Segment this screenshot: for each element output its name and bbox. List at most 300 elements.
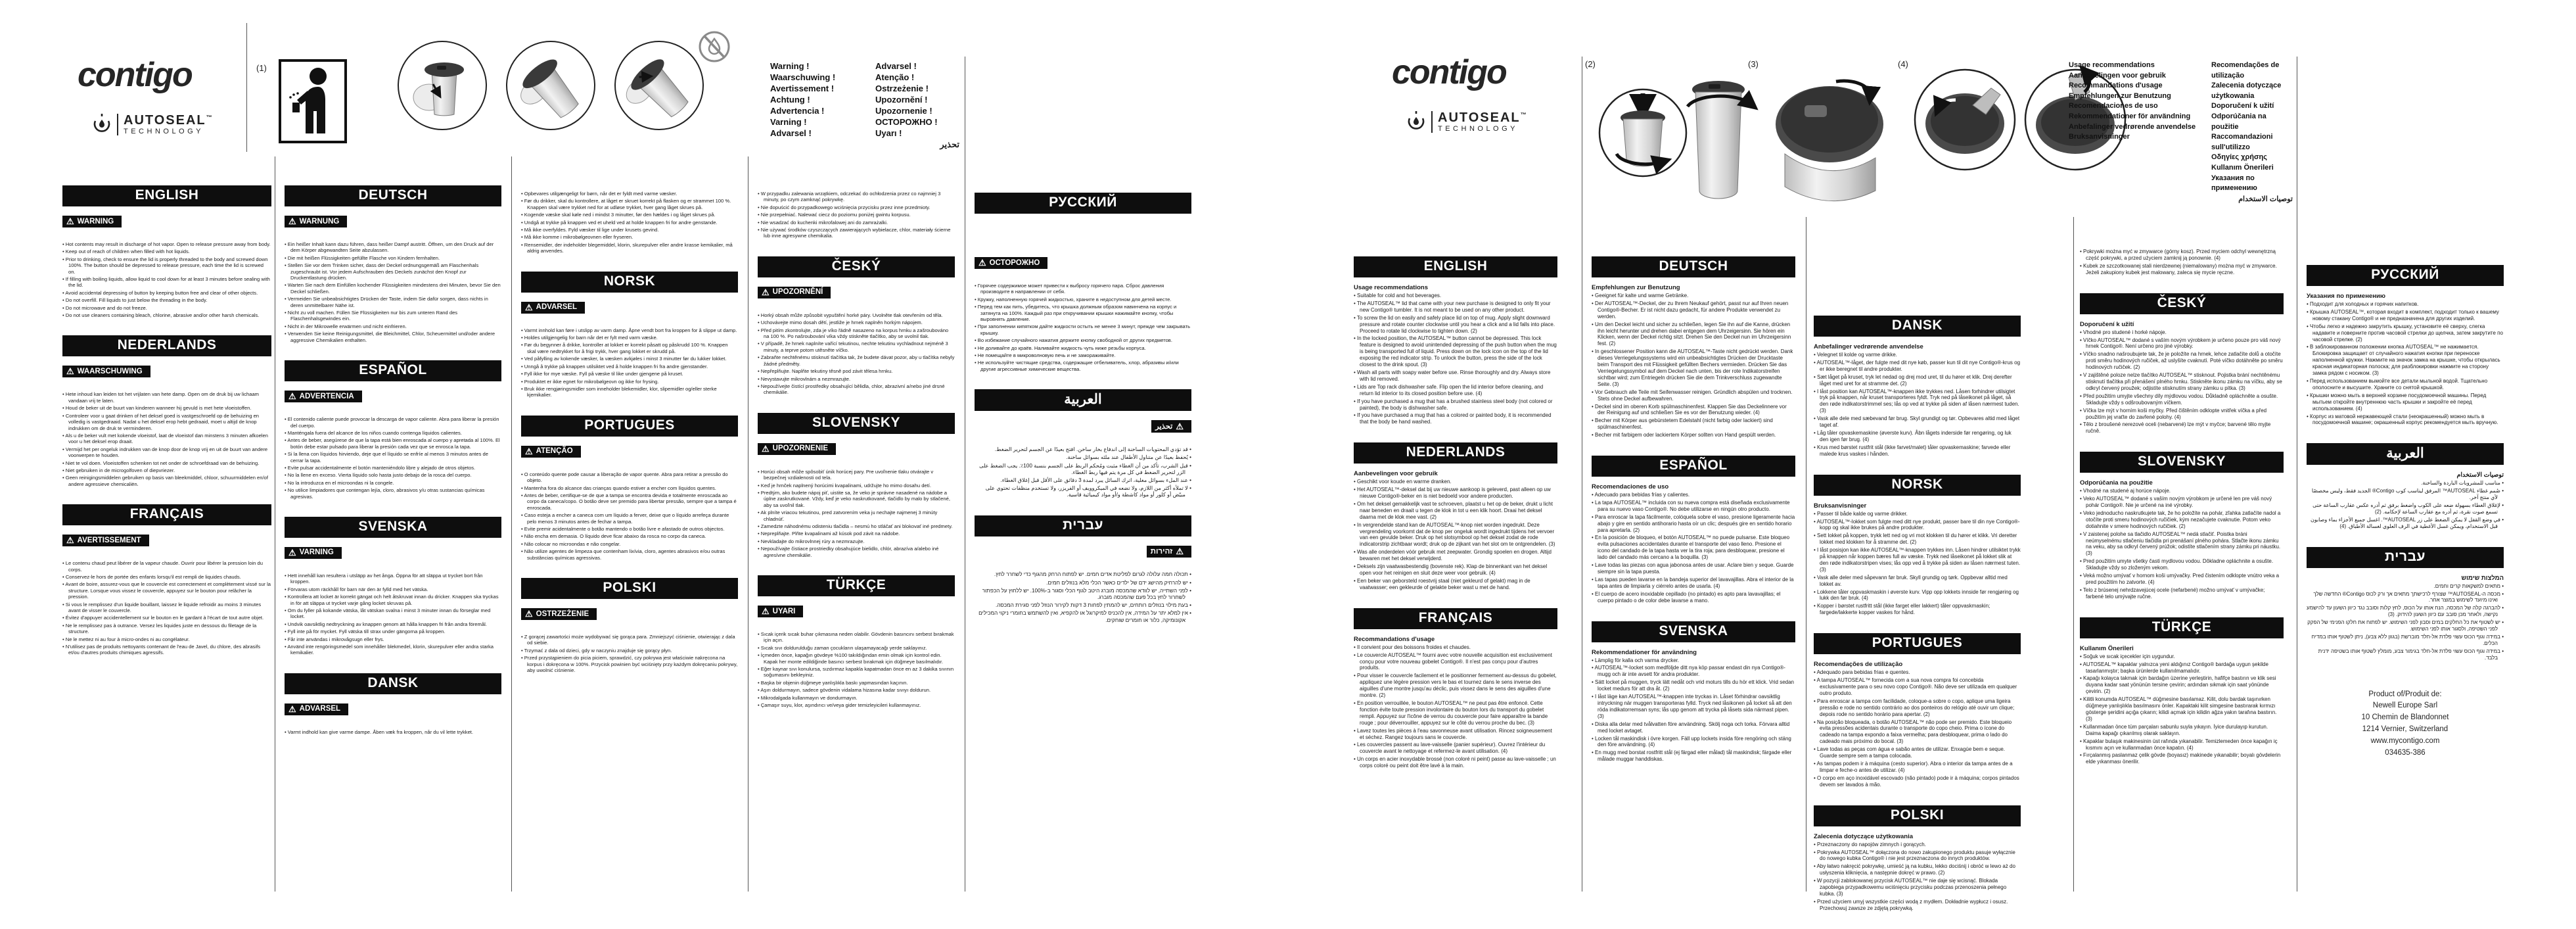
bullet-item: • Passer til både kalde og varme drikker. — [1814, 511, 2021, 517]
bullet-item: • Lämplig för kalla och varma drycker. — [1592, 657, 1795, 664]
section-l-pt — [521, 416, 738, 561]
usage-arabic: توصيات الاستخدام — [2238, 195, 2293, 203]
warning-badge — [285, 547, 342, 559]
warning-triangle-icon: ⚠ — [1176, 421, 1184, 431]
autoseal-lockup — [1406, 110, 1528, 133]
warning-badge — [975, 257, 1047, 269]
product-info-line: 10 Chemin de Blandonnet — [2361, 713, 2449, 722]
list-line: Doporučení k užití — [2211, 102, 2274, 110]
bullet-item: • Adecuado para bebidas frías y calientes. — [1592, 492, 1795, 498]
bullet-item: • Warten Sie nach dem Einfüllen kochender Flüssigkeiten mindestens drei Minuten, bevor Sie den Deckel schließen. — [285, 282, 501, 295]
bullet-item: • Lave todas las piezas con agua jabonosa antes de usar. Aclare bien y seque. Guarde siempre sin la tapa puesta. — [1592, 562, 1795, 575]
bullet-item: • Bruk ikke rengjøringsmidler som inneholder blekemidler, klor, slipemidler og/eller sterke kjemikalier. — [521, 386, 738, 398]
section-header: РУССКИЙ — [2307, 265, 2504, 286]
section-bullets — [2080, 654, 2284, 766]
right-column-1 — [1354, 156, 1557, 786]
bullet-item: • Z gorącej zawartości może wydobywać się gorąca para. Zmniejszyć ciśnienie, otwierając z dala od siebie. — [521, 634, 738, 646]
bullet-item: • Lids are Top rack dishwasher safe. Flip open the lid interior before cleaning, and return lid interior to its closed position before use. (4) — [1354, 384, 1557, 397]
product-info-line: 034635-386 — [2385, 748, 2426, 757]
warning-badge-label: WAARSCHUWING — [77, 367, 143, 375]
bullet-item: • Vermijd het per ongeluk indrukken van de knop door de knop vrij en uit de buurt van andere voorwerpen te houden. — [62, 446, 271, 459]
bullet-item: • Kogende væske skal køle ned i mindst 3 minutter, før den hældes i og låget skrues på. — [521, 212, 738, 218]
bullet-item: • To screw the lid on easily and safely place lid on top of mug. Apply slight downward pressure and rotate counter clockwise until you hear a click and a lid falls into place. Proceed to rotate lid clockwise to tighten down. (2) — [1354, 315, 1557, 335]
bullet-item: • Adequado para bebidas frias e quentes. — [1814, 669, 2021, 676]
column-divider — [511, 156, 512, 892]
warning-badge-label: ATENÇÃO — [536, 447, 573, 456]
warning-badge — [521, 608, 597, 620]
list-line: Usage recommendations — [2069, 61, 2155, 69]
bullet-item: • Nepoužívejte čistící prostředky obsahující bělidla, chlor, abrazivní a/nebo jiné drsné chemikálie. — [758, 383, 955, 396]
section-r-tr — [2080, 617, 2284, 766]
bullet-item: • Antes de beber, asegúrese de que la tapa está bien enroscada al cuerpo y apretada al 100%. El botón debe estar pulsado para liberar la presión cada vez que se enrosca la tapa. — [285, 437, 501, 450]
section-header: NORSK — [1814, 475, 2021, 496]
section-bullets — [1814, 511, 2021, 617]
bullet-item: • Lavez toutes les pièces à l'eau savonneuse avant utilisation. Rincez soigneusement et séchez. Rangez toujours sans le couvercle. — [1354, 728, 1557, 741]
bullet-item: • Keep out of reach of children when filled with hot liquids. — [62, 249, 271, 254]
bullet-item: • AUTOSEAL™-lokket som fulgte med ditt nye produkt, passer bare til din nye Contigo®-kopp og skal ikke brukes på andre produkter. — [1814, 519, 2021, 532]
bullet-item: • Ne le remplissez pas à outrance. Versez les liquides juste en dessous du filetage de la structure. — [62, 623, 271, 635]
column-divider — [2073, 217, 2074, 892]
bullet-item: • Не доливайте до краёв. Наливайте жидкость чуть ниже резьбы корпуса. — [975, 345, 1191, 351]
section-bullets — [1592, 492, 1795, 604]
section-intro: Zalecenia dotyczące użytkowania — [1814, 832, 1914, 840]
warning-badge-label: UYARI — [772, 607, 796, 615]
bullet-item: • En la posición de bloqueo, el botón AUTOSEAL™ no puede pulsarse. Este bloqueo evita pulsaciones accidentales durante el transporte del vaso lleno. Presione el icono del candado de la tapa hasta ver la tira roja; para desbloquear, presione el lado del candado más cercano a la boquilla. (3) — [1592, 535, 1795, 561]
section-r-da — [1814, 316, 2021, 458]
warning-badge-label: ADVARSEL — [299, 705, 341, 713]
bullet-item: • Avoid accidental depressing of button by keeping button free and clear of other objects. — [62, 290, 271, 296]
list-line: Указания по применению — [2211, 174, 2257, 193]
figure-press-button-illustration — [398, 41, 487, 130]
bullet-item: • Le contenu chaud peut libérer de la vapeur chaude. Ouvrir pour libérer la pression loin du corps. — [62, 560, 271, 573]
warning-badge — [758, 443, 836, 455]
warning-badge — [62, 366, 150, 377]
bullet-item: • Ne le mettez ni au four à micro-ondes ni au congélateur. — [62, 636, 271, 642]
warning-badge — [285, 391, 362, 402]
list-line: Recommandations d'usage — [2069, 82, 2163, 90]
bullet-item: • In the locked position, the AUTOSEAL™ button cannot be depressed. This lock feature is designed to avoid unintended depressing of the push button when the mug is being transported full of liquid. Press down on the lock icon on the top of the lid exposing the red indicator strip. To unlock the button, press the side of the lock closest to the drink spout. (3) — [1354, 335, 1557, 368]
bullet-item: • Do not use cleaners containing bleach, chlorine, abrasive and/or other harsh chemicals. — [62, 312, 271, 318]
bullet-item: • I låst posisjon kan ikke AUTOSEAL™-knappen trykkes inn. Låsen hindrer utilsiktet trykk på knappen når koppen bæres full av væske. Trykk ned låseikonet på lokket slik at den røde indikatorstripen vises; lås opp ved å trykke på siden av låsen nærmest tuten. (3) — [1814, 547, 2021, 573]
product-info-line: Product of/Produit de: — [2368, 690, 2442, 698]
bullet-item: • Rensemidler, der indeholder blegemiddel, klorin, skurepulver eller andre krasse kemikalier, må aldrig anvendes. — [521, 242, 738, 254]
bullet-item: • Nie przepełniać. Nalewać ciecz do poziomu poniżej gwintu korpusu. — [758, 212, 955, 218]
warning-badge-label: ADVARSEL — [536, 303, 578, 312]
bullet-item: • Zabraňte nechtěnému stisknutí tlačítka tak, že budete dávat pozor, aby u tlačítka nebyly žádné předměty. — [758, 354, 955, 367]
bullet-item: • מתאים למשקאות קרים וחמים. — [2307, 583, 2504, 590]
bullet-item: • Niet gebruiken in de microgolfoven of diepvriezer. — [62, 467, 271, 473]
bullet-item: • As tampas podem ir à máquina (cesto superior). Abra o interior da tampa antes de a limpar e feche-o antes de utilizar. (4) — [1814, 761, 2021, 774]
section-header: ESPAÑOL — [1592, 456, 1795, 477]
bullet-item: • Der AUTOSEAL™-Deckel, der zu Ihrem Neukauf gehört, passt nur auf Ihren neuen Contigo®-Becher. Er ist nicht dazu gedacht, für andere Produkte verwendet zu werden. — [1592, 300, 1795, 320]
brand-logo — [1392, 53, 1506, 92]
warning-badge-label: AVERTISSEMENT — [77, 536, 141, 544]
warning-triangle-icon: ⚠ — [762, 606, 770, 616]
section-r-fr — [1354, 608, 1557, 769]
section-intro: Kullanım Önerileri — [2080, 644, 2134, 652]
warning-badge — [521, 446, 581, 458]
section-bullets — [1814, 352, 2021, 458]
bullet-item: • If you have purchased a mug that has a brushed stainless steel body (not colored or painted), the body is dishwasher safe. — [1354, 398, 1557, 412]
bullet-item: • Le couvercle AUTOSEAL™ fourni avec votre nouvelle acquisition est exclusivement conçu pour votre nouveau gobelet Contigo®. Il n'est pas conçu pour d'autres produits. — [1354, 652, 1557, 672]
bullet-item: • Låg tåler opvaskemaskine (øverste kurv). Åbn lågets inderside før rengøring, og luk den igen før brug. (4) — [1814, 430, 2021, 443]
bullet-item: • Víčka lze mýt v horním koši myčky. Před čištěním odklopte vnitřek víčka a před použitím jej vraťte do zavřené polohy. (4) — [2080, 408, 2284, 421]
figure-2-label: (2) — [1585, 59, 1596, 69]
bullet-item: • מכסה ה-AUTOSEAL™ שצורף לרכישתך מתאים אך ורק לכוס Contigo® החדשה שלך ואינו מיועד לשימוש במוצר אחר. — [2307, 591, 2504, 604]
bullet-item: • Telo z brúsenej nehrdzavejúcej ocele (nefarbené) možno umývať v umývačke; farbené telo umývajte ručne. — [2080, 587, 2284, 600]
bullet-item: • Undgå at trykke på knappen ved et uheld ved at holde knappen fri for andre genstande. — [521, 220, 738, 226]
bullet-item: • Horký obsah může způsobit vypuštění horké páry. Uvolněte tlak otevřením od těla. — [758, 312, 955, 318]
bullet-item: • Niet te vol doen. Vloeistoffen schenken tot net onder de schroefdraad van de behuizing. — [62, 460, 271, 466]
bullet-item: • Undvik oavsiktlig nedtryckning av knappen genom att hålla knappen fri från andra föremål. — [285, 621, 501, 627]
product-info-line: 1214 Vernier, Switzerland — [2362, 725, 2449, 734]
list-line: Advarsel ! — [770, 128, 812, 138]
bullet-item: • Die mit heißen Flüssigkeiten gefüllte Flasche von Kindern fernhalten. — [285, 255, 501, 261]
tilted-mug-hand-icon — [616, 42, 702, 129]
bullet-item: • Zamedzte náhodnému odisteniu tlačidla – nesmú ho stláčať ani blokovať iné predmety. — [758, 523, 955, 529]
bullet-item: • Vermeiden Sie unbeabsichtigtes Drücken der Taste, indem Sie dafür sorgen, dass nichts in deren unmittelbarer Nähe ist. — [285, 296, 501, 308]
bullet-item: • Suitable for cold and hot beverages. — [1354, 293, 1557, 299]
bullet-item: • Las tapas pueden lavarse en la bandeja superior del lavavajillas. Abra el interior de la tapa antes de limpiarla y ciérrelo antes de usarla. (4) — [1592, 577, 1795, 590]
bullet-item: • Para enroscar la tapa fácilmente, colóquela sobre el vaso, presione ligeramente hacia abajo y gire en sentido antihorario hasta oír un clic; después gire en sentido horario para apretarla. (2) — [1592, 514, 1795, 534]
bullet-item: • להברגה קלה של המכסה, הנח אותו על הכוס, לחץ קלות וסובב נגד כיוון השעון עד להישמע נקישה, ולאחר מכן סובב עם כיוון השעון להידוק. (3) — [2307, 605, 2504, 618]
bullet-item: • Caso esteja a encher a caneca com um líquido a ferver, deixe que o líquido arrefeça durante pelo menos 3 minutos antes de fechar a tampa. — [521, 512, 738, 525]
warning-triangle-icon: ⚠ — [288, 547, 296, 558]
warning-badge-label: WARNUNG — [299, 217, 340, 226]
section-l-no — [521, 272, 738, 398]
section-bullets — [62, 391, 271, 487]
bullet-item: • No la introduzca en el microondas ni la congele. — [285, 480, 501, 486]
autoseal-technology: TECHNOLOGY — [1438, 124, 1519, 133]
list-line: Kullanım Önerileri — [2211, 163, 2274, 172]
warning-badge — [285, 216, 347, 227]
bullet-item: • בעת מילוי בנוזלים רותחים, יש להמתין לפחות 3 דקות לקירור הנוזל לפני סגירת המכסה. — [975, 602, 1191, 609]
section-r-de — [1592, 256, 1795, 439]
section-bullets — [758, 312, 955, 396]
bullet-item: • Becher mit Körper aus gebürstetem Edelstahl (nicht farbig oder lackiert) sind spülmaschinenfest. — [1592, 417, 1795, 431]
bullet-item: • Eğer kaynar sıvı konulursa, sızdırmaz kapakla kapatmadan önce en az 3 dakika sıvının soğumasını bekleyiniz. — [758, 666, 955, 679]
figure-1-pictogram — [279, 59, 347, 143]
bullet-item: • Sıcak sıvı doldurulduğu zaman çocukların ulaşamayacağı yerde saklayınız. — [758, 645, 955, 651]
bullet-item: • En mugg med borstat rostfritt stål (ej färgad eller målad) tål maskindisk; färgade eller målade muggar handdiskas. — [1592, 750, 1795, 763]
bullet-item: • El cuerpo de acero inoxidable cepillado (no pintado) es apto para lavavajillas; el cuerpo pintado o de color debe lavarse a mano. — [1592, 591, 1795, 604]
bullet-item: • Opbevares utilgængeligt for børn, når det er fyldt med varme væsker. — [521, 191, 738, 197]
warning-badge-label: ADVERTENCIA — [299, 392, 354, 400]
bullet-item: • Крышка AUTOSEAL™, которая входит в комплект, подходит только к вашему новому стакану Contigo® и не предназначена для других изделий. — [2307, 309, 2504, 322]
section-header: ČESKÝ — [2080, 293, 2284, 314]
bullet-item: • Nicht in der Mikrowelle erwärmen und nicht einfrieren. — [285, 323, 501, 329]
warning-badge — [62, 216, 122, 227]
bullet-item: • Ak plníte vriacou tekutinou, pred zatvorením veka ju nechajte najmenej 3 minúty chladnúť. — [758, 510, 955, 522]
no-drip-icon — [698, 30, 731, 63]
section-r-cs — [2080, 293, 2284, 435]
list-line: Odporúčania na použitie — [2211, 112, 2266, 131]
section-r-sk — [2080, 452, 2284, 600]
bullet-item: • Varmt indhold kan give varme dampe. Åben væk fra kroppen, når du vil lette trykket. — [285, 729, 501, 735]
bullet-item: • Przeznaczony do napojów zimnych i gorących. — [1814, 842, 2021, 848]
bullet-item: • Il convient pour des boissons froides et chaudes. — [1354, 644, 1557, 651]
section-bullets — [975, 283, 1191, 372]
bullet-item: • אין למלא יתר על המידה, אין להכניס למיקרוגל או להקפיא, ואין להשתמש בחומרי ניקוי המכילים אקונומיקה, כלור או חומרים שוחקים. — [975, 610, 1191, 623]
section-header: ENGLISH — [62, 185, 271, 206]
bullet-item: • Wash all parts with soapy water before use. Rinse thoroughly and dry. Always store with lid removed. — [1354, 369, 1557, 383]
bullet-item: • If filling with boiling liquids, allow liquid to cool down for at least 3 minutes before sealing with the lid. — [62, 276, 271, 289]
section-bullets — [2080, 329, 2284, 435]
section-bullets — [2307, 480, 2504, 529]
bullet-item: • Nevystavujte mikrovlnám a nezmrazujte. — [758, 376, 955, 382]
bullet-item: • יש להרחיק מהישג ידם של ילדים כאשר הכלי מלא בנוזלים חמים. — [975, 580, 1191, 586]
section-header: العربية — [2307, 443, 2504, 465]
bullet-item: • AUTOSEAL™-låget, der fulgte med dit nye køb, passer kun til dit nye Contigo®-krus og er ikke beregnet til andre produkter. — [1814, 360, 2021, 373]
bullet-item: • Nie dopuścić do przypadkowego wciśnięcia przycisku przez inne przedmioty. — [758, 204, 955, 210]
bullet-item: • مناسب للمشروبات الباردة والساخنة. — [2307, 480, 2504, 487]
bullet-item: • Nepřeplňujte. Naplňte tekutiny těsně pod závit tělesa hrnku. — [758, 368, 955, 374]
section-header: ČESKÝ — [758, 256, 955, 277]
warning-triangle-icon: ⚠ — [288, 216, 296, 226]
list-line: Achtung ! — [770, 95, 810, 105]
bullet-item: • Kullanmadan önce tüm parçaları sabunlu suyla yıkayın. İyice durulayıp kurutun. Daima kapağı çıkarılmış olarak saklayın. — [2080, 724, 2284, 737]
section-header: العربية — [975, 389, 1191, 411]
bullet-item: • Kontrollera att locket är korrekt gängat och helt åtskruvat innan du dricker. Knappen ska tryckas in för att släppa ut trycket varje gång locket skruvas på. — [285, 594, 501, 606]
bullet-item: • Becher mit farbigem oder lackiertem Körper sollten von Hand gespült werden. — [1592, 432, 1795, 439]
bullet-item: • Não encha em demasia. O líquido deve ficar abaixo da rosca no corpo da caneca. — [521, 533, 738, 539]
bullet-item: • No utilice limpiadores que contengan lejía, cloro, abrasivos y/u otras sustancias químicas agresivas. — [285, 487, 501, 500]
bullet-item: • Varmt innhold kan føre i utslipp av varm damp. Åpne vendt bort fra kroppen for å slippe ut damp. — [521, 327, 738, 333]
page-right — [1288, 0, 2576, 929]
bullet-item: • Manténgala fuera del alcance de los niños cuando contenga líquidos calientes. — [285, 430, 501, 436]
section-header: עברית — [975, 515, 1191, 536]
section-l-fr — [62, 504, 271, 656]
bullet-item: • Aşırı doldurmayın, sadece gövdenin vidalama hizasına kadar sıvıyı doldurun. — [758, 687, 955, 693]
left-column-3 — [521, 156, 738, 690]
list-line: ОСТОРОЖНО ! — [875, 117, 938, 127]
autoseal-name: AUTOSEAL™ — [124, 112, 214, 128]
section-l-ru — [975, 193, 1191, 372]
bullet-item: • En position verrouillée, le bouton AUTOSEAL™ ne peut pas être enfoncé. Cette fonction évite toute pression involontaire du bouton lors du transport du gobelet rempli. Appuyez sur l'icône de verrou du couvercle pour faire apparaître la bande rouge ; pour déverrouiller, appuyez sur le côté du verrou proche du bec. (3) — [1354, 700, 1557, 727]
section-bullets — [521, 327, 738, 398]
bullet-item: • Før du begynner å drikke, kontroller at lokket er korrekt påsatt og påskrudd 100 %. Knappen skal være nedtrykket for å frigi trykk, hver gang lokket er skrudd på. — [521, 342, 738, 354]
bullet-item: • Deckel sind im oberen Korb spülmaschinenfest. Klappen Sie das Deckelinnere vor der Reinigung auf und schließen Sie es vor der Benutzung wieder. (4) — [1592, 404, 1795, 417]
section-intro: Usage recommendations — [1354, 284, 1428, 291]
bullet-item: • La tapa AUTOSEAL™ incluida con su nueva compra está diseñada exclusivamente para su nuevo vaso Contigo®. No debe utilizarse en ningún otro producto. — [1592, 500, 1795, 513]
right-column-5 — [2307, 156, 2504, 759]
warning-badge — [1151, 420, 1191, 433]
bullet-item: • The AUTOSEAL™ lid that came with your new purchase is designed to only fit your new Contigo® tumbler. It is not meant to be used on any other product. — [1354, 300, 1557, 314]
tilted-mug-icon — [507, 42, 594, 129]
section-l-de — [285, 185, 501, 343]
bullet-item: • Si la llena con líquidos hirviendo, deje que el líquido se enfríe al menos 3 minutos antes de cerrar la tapa. — [285, 451, 501, 464]
usage-language-list-1 — [2069, 60, 2203, 143]
list-line: Waarschuwing ! — [770, 72, 836, 82]
bullet-item: • Aby łatwo nakręcić pokrywkę, umieść ją na kubku, lekko dociśnij i obróć w lewo aż do usłyszenia kliknięcia, a następnie dokręć w prawo. (2) — [1814, 863, 2021, 876]
section-bullets — [1814, 842, 2021, 912]
bullet-item: • Om du fyller på kokande vätska, låt vätskan svalna i minst 3 minuter innan du förseglar med locket. — [285, 607, 501, 620]
bullet-item: • Kubek ze szczotkowanej stali nierdzewnej (niemalowany) można myć w zmywarce. Jeżeli zakupiony kubek jest malowany, zaleca się mycie ręczne. — [2080, 263, 2284, 276]
list-line: Atenção ! — [875, 72, 915, 82]
warning-triangle-icon: ⚠ — [288, 391, 296, 402]
bullet-item: • Velegnet til kolde og varme drikke. — [1814, 352, 2021, 358]
bullet-item: • Hot contents may result in discharge of hot vapor. Open to release pressure away from body. — [62, 241, 271, 247]
left-column-1 — [62, 156, 271, 673]
bullet-item: • Evite premir acidentalmente o botão mantendo o botão livre e afastado de outros objectos. — [521, 526, 738, 532]
list-line: Empfehlungen zur Benutzung — [2069, 91, 2171, 100]
section-intro: Recommandations d'usage — [1354, 635, 1435, 643]
list-line: Rekommendationer för användning — [2069, 112, 2191, 120]
list-line: Avertissement ! — [770, 83, 835, 93]
left-column-5 — [975, 156, 1191, 641]
bullet-item: • Nepreplňajte. Plňte kvapalinami až kúsok pod závit na nádobe. — [758, 531, 955, 536]
bullet-item: • W pozycji zablokowanej przycisk AUTOSEAL™ nie daje się wcisnąć. Blokada zapobiega przypadkowemu wciśnięciu przycisku podczas przenoszenia pełnego kubka. (3) — [1814, 878, 2021, 897]
section-l-en — [62, 185, 271, 318]
bullet-item: • Lave todas as peças com água e sabão antes de utilizar. Enxagúe bem e seque. Guarde sempre sem a tampa colocada. — [1814, 746, 2021, 759]
bullet-item: • Geen reinigingsmiddelen gebruiken op basis van bleekmiddel, chloor, schuurmiddelen en/of andere agressieve chemicaliën. — [62, 475, 271, 487]
list-line: Warning ! — [770, 61, 810, 71]
warning-language-list-2 — [875, 60, 959, 151]
bullet-item: • Veko jednoducho naskrutkujete tak, že ho položíte na pohár, zľahka zatlačíte nadol a otočíte proti smeru hodinových ručičiek, kým nezačujete cvaknutie. Potom veko dotiahnite v smere hodinových ručičiek. (2) — [2080, 510, 2284, 530]
bullet-item: • Кружку, наполненную горячей жидкостью, храните в недоступном для детей месте. — [975, 297, 1191, 302]
bullet-item: • If you have purchased a mug that has a colored or painted body, it is recommended that the body be hand washed. — [1354, 412, 1557, 425]
autoseal-drop-icon — [92, 113, 112, 135]
warning-triangle-icon: ⚠ — [66, 366, 74, 377]
figure-tilt-lid-illustration — [506, 41, 595, 130]
section-bullets — [1354, 644, 1557, 769]
bullet-item: • Перед тем как пить, убедитесь, что крышка должным образом навинчена на корпус и затянута на 100%. Каждый раз при откручивании крышки нажимайте кнопку, чтобы выровнять давление. — [975, 304, 1191, 322]
bullet-item: • Använd inte rengöringsmedel som innehåller blekmedel, klorin, skurepulver eller andra starka kemikalier. — [285, 644, 501, 656]
section-bullets — [285, 729, 501, 735]
bullet-item: • Para enroscar a tampa com facilidade, coloque-a sobre o copo, aplique uma ligeira pressão e rode no sentido contrário ao dos ponteiros do relógio até ouvir um clique; depois rode no sentido horário para apertar. (2) — [1814, 698, 2021, 718]
bullet-item: • Sett lokket på koppen, trykk lett ned og vri mot klokken til du hører et klikk. Vri deretter lokket med klokken for å stramme det. (2) — [1814, 533, 2021, 546]
section-header: NEDERLANDS — [62, 335, 271, 356]
bullet-item: • Stellen Sie vor dem Trinken sicher, dass der Deckel ordnungsgemäß am Flaschenhals zugeschraubt ist. Vor jedem Aufschrauben des Deckels zunächst den Knopf zur Druckentlastung drücken. — [285, 262, 501, 281]
bullet-item: • In geschlossener Position kann die AUTOSEAL™-Taste nicht gedrückt werden. Dank dieses Verriegelungssystems wird ein unbeabsichtigtes Drücken der Drucktaste beim Transport des mit Flüssigkeit gefüllten Bechers vermieden. Drücken Sie das Verriegelungssymbol auf dem Deckel nach unten, bis der rote Indikatorstreifen sichtbar wird; zum Entriegeln drücken Sie die dem Trinkverschluss zugewandte Seite. (3) — [1592, 348, 1795, 387]
bullet-item: • AUTOSEAL™-locket som medföljde ditt nya köp passar endast din nya Contigo®-mugg och är inte avsett för andra produkter. — [1592, 665, 1795, 678]
bullet-item: • يُحفظ بعيدًا عن متناول الأطفال عند ملئه بسوائل ساخنة. — [975, 454, 1191, 461]
list-line: Aanbevelingen voor gebruik — [2069, 71, 2166, 80]
figure-4-label: (4) — [1898, 59, 1908, 69]
bullet-item: • لا تملأه أكثر من اللازم، ولا تضعه في الميكروويف أو الفريزر، ولا تستخدم منظفات تحتوي على مبيّض أو كلور أو مواد كاشطة و/أو مواد كيميائية قاسية. — [975, 485, 1191, 498]
section-intro: Rekommendationer för användning — [1592, 648, 1697, 656]
list-line: Anbefalinger vedrørende anvendelse — [2069, 122, 2196, 131]
bullet-item: • Hete inhoud kan leiden tot het vrijlaten van hete damp. Open om de druk bij uw lichaam vandaan vrij te laten. — [62, 391, 271, 404]
section-header: DANSK — [285, 673, 501, 694]
bullet-item: • Před použitím umyjte všechny díly mýdlovou vodou. Důkladně opláchněte a osušte. Skladujte vždy s odšroubovaným víčkem. — [2080, 393, 2284, 406]
contigo-wordmark: contigo — [78, 56, 192, 94]
list-line: Uyarı ! — [875, 128, 902, 138]
bullet-item: • A tampa AUTOSEAL™ fornecida com a sua nova compra foi concebida exclusivamente para o seu novo copo Contigo®. Não deve ser utilizada em qualquer outro produto. — [1814, 677, 2021, 697]
bullet-item: • Trzymać z dala od dzieci, gdy w naczyniu znajduje się gorący płyn. — [521, 648, 738, 654]
bullet-item: • Sätt locket på muggen, tryck lätt nedåt och vrid moturs tills du hör ett klick. Vrid sedan locket medurs för att dra åt. (2) — [1592, 679, 1795, 692]
bullet-item: • Förvaras utom räckhåll för barn när den är fylld med het vätska. — [285, 586, 501, 592]
section-intro: Bruksanvisninger — [1814, 502, 1867, 510]
warning-badge-label: ОСТОРОЖНО — [989, 258, 1040, 267]
section-header: РУССКИЙ — [975, 193, 1191, 214]
section-l-pl — [521, 578, 738, 673]
bullet-item: • Si vous le remplissez d'un liquide bouillant, laissez le liquide refroidir au moins 3 minutes avant de visser le couvercle. — [62, 602, 271, 614]
left-column-4 — [758, 156, 955, 725]
bullet-item: • صُمم غطاء AUTOSEAL™ المرفق ليناسب كوب Contigo® الجديد فقط، وليس مخصصًا لأي منتج آخر. — [2307, 488, 2504, 501]
section-l-cs — [758, 256, 955, 396]
bullet-item: • Geschikt voor koude en warme dranken. — [1354, 479, 1557, 485]
bullet-item: • Не используйте чистящие средства, содержащие отбеливатель, хлор, абразивы и/или другие агрессивные химические вещества. — [975, 360, 1191, 372]
list-line: Recomendaciones de uso — [2069, 102, 2158, 110]
bullet-item: • Перед использованием вымойте все детали мыльной водой. Тщательно ополосните и высушите. Храните со снятой крышкой. — [2307, 378, 2504, 391]
bullet-item: • Корпус из матовой нержавеющей стали (неокрашенный) можно мыть в посудомоечной машине; окрашенный корпус рекомендуется мыть вручную. — [2307, 414, 2504, 427]
section-bullets — [521, 471, 738, 561]
bullet-item: • Чтобы легко и надежно закрутить крышку, установите её сверху, слегка надавите и поверните против часовой стрелки до щелчка, затем закрутите по часовой стрелке. (2) — [2307, 323, 2504, 343]
bullet-item: • Een beker van geborsteld roestvrij staal (niet gekleurd of gelakt) mag in de vaatwasser; een gekleurde of gelakte beker wast u met de hand. — [1354, 578, 1557, 591]
list-line: Οδηγίες χρήσης — [2211, 153, 2267, 162]
section-header: DEUTSCH — [1592, 256, 1795, 277]
bullet-item: • При заполнении кипятком дайте жидкости остыть не менее 3 минут, прежде чем закрывать крышку. — [975, 323, 1191, 336]
warning-badge — [62, 535, 149, 546]
bullet-item: • Mantenha fora do alcance das crianças quando estiver a encher com líquidos quentes. — [521, 485, 738, 491]
bullet-item: • No la llene en exceso. Vierta líquido solo hasta justo debajo de la rosca del cuerpo. — [285, 472, 501, 478]
warning-triangle-icon: ⚠ — [66, 216, 74, 226]
bullet-item: • Não utilize agentes de limpeza que contenham lixívia, cloro, agentes abrasivos e/ou outras substâncias químicas agressivas. — [521, 548, 738, 561]
section-bullets — [285, 241, 501, 343]
bullet-item: • Fırçalanmış paslanmaz çelik gövde (boyasız) makinede yıkanabilir; boyalı gövdelerin elde yıkanması önerilir. — [2080, 752, 2284, 765]
bullet-item: • Не помещайте в микроволновую печь и не замораживайте. — [975, 352, 1191, 358]
section-header: עברית — [2307, 547, 2504, 568]
bullet-item: • Unngå å trykke på knappen utilsiktet ved å holde knappen fri fra andre gjenstander. — [521, 364, 738, 369]
bullet-item: • Kilitli konumda AUTOSEAL™ düğmesine basılamaz. Kilit, dolu bardak taşınırken düğmeye yanlışlıkla basılmasını önler. Kapaktaki kilit simgesine bastırarak kırmızı gösterge şeridini açığa çıkarın; kilidi açmak için kilidin ağza yakın tarafına bastırın. (3) — [2080, 696, 2284, 723]
bullet-item: • Deksels zijn vaatwasbestendig (bovenste rek). Klap de binnenkant van het deksel open voor het reinigen en sluit deze weer voor gebruik. (4) — [1354, 563, 1557, 577]
warning-badge-label: UPOZORNĚNÍ — [772, 288, 823, 297]
warning-triangle-icon: ⚠ — [525, 609, 533, 619]
section-r-no — [1814, 475, 2021, 617]
section-header: TÜRKÇE — [758, 575, 955, 596]
section-l-nl — [62, 335, 271, 487]
bullet-item: • Крышки можно мыть в верхней корзине посудомоечной машины. Перед мытьем откройте внутреннюю часть крышки и закройте её перед использованием. (4) — [2307, 393, 2504, 412]
section-bullets — [285, 573, 501, 656]
bullet-item: • במידה וגוף הכוס עשוי פלדת אל-חלד מוברשת (בגוון ללא צבע), ניתן לשטוף אותו במדיח הכלים. — [2307, 634, 2504, 647]
section-l-sv — [285, 517, 501, 656]
section-intro: Doporučení k užití — [2080, 320, 2134, 328]
section-l-es — [285, 360, 501, 500]
section-r-he — [2307, 547, 2504, 661]
section-r-pl2 — [2080, 249, 2284, 276]
bullet-item: • قبل الشرب، تأكد من أن الغطاء مثبت ومُحكم الربط على الجسم بنسبة 100٪. يجب الضغط على الزر لتحرير الضغط في كل مرة يتم فيها ربط الغطاء. — [975, 463, 1191, 476]
section-header: POLSKI — [1814, 805, 2021, 826]
bullet-item: • قد تؤدي المحتويات الساخنة إلى اندفاع بخار ساخن. افتح بعيدًا عن الجسم لتحرير الضغط. — [975, 446, 1191, 453]
section-bullets — [62, 241, 271, 318]
bullet-item: • Do not overfill. Fill liquids to just below the threading in the body. — [62, 297, 271, 303]
warning-badge-label: UPOZORNENIE — [772, 444, 828, 453]
bullet-item: • Başka bir objenin düğmeye yanlışlıkla baskı yapmasından kaçının. — [758, 680, 955, 686]
bullet-item: • Pour visser le couvercle facilement et le positionner fermement au-dessus du gobelet, appliquez une légère pression vers le bas et tournez dans le sens inverse des aiguilles d'une montre jusqu'au déclic, puis vissez dans le sens des aiguilles d'une montre. (2) — [1354, 673, 1557, 699]
bullet-item: • Krus med børstet rustfrit stål (ikke farvet/malet) tåler opvaskemaskine; farvede eller malede krus vaskes i hånden. — [1814, 444, 2021, 458]
bullet-item: • Må ikke komme i mikrobølgeovnen eller fryseren. — [521, 234, 738, 240]
bullet-item: • Nepoužívajte čistiace prostriedky obsahujúce bielidlo, chlór, abrazíva a/alebo iné agresívne chemikálie. — [758, 546, 955, 558]
autoseal-technology: TECHNOLOGY — [124, 127, 204, 135]
bullet-item: • في وضع القفل لا يمكن الضغط على زر AUTOSEAL™. اغسل جميع الأجزاء بماء وصابون قبل الاستخدام، ويمكن غسل الأغطية في الرف العلوي لغسالة الأطباق. (4) — [2307, 517, 2504, 530]
section-header: PORTUGUES — [521, 416, 738, 437]
bullet-item: • Prior to drinking, check to ensure the lid is properly threaded to the body and screwed down 100%. The button should be depressed to release pressure, each time the lid is screwed on. — [62, 256, 271, 275]
list-line: Advarsel ! — [875, 61, 917, 71]
bullet-item: • Vask alle dele med sæbevand før brug. Skyl grundigt og tør. Opbevares altid med låget taget af. — [1814, 416, 2021, 429]
bullet-item: • Het AUTOSEAL™-deksel dat bij uw nieuwe aankoop is geleverd, past alleen op uw nieuwe Contigo®-beker en is niet bedoeld voor andere producten. — [1354, 487, 1557, 500]
bullet-item: • В заблокированном положении кнопка AUTOSEAL™ не нажимается. Блокировка защищает от случайного нажатия кнопки при переноске наполненной кружки. Нажмите на значок замка на крышке, чтобы открылась красная индикаторная полоска; для разблокировки нажмите на сторону замка рядом с носиком. (3) — [2307, 344, 2504, 377]
section-header: SLOVENSKY — [758, 413, 955, 434]
bullet-item: • Geeignet für kalte und warme Getränke. — [1592, 293, 1795, 299]
bullet-item: • Nicht zu voll machen. Füllen Sie Flüssigkeiten nur bis zum unteren Rand des Flaschenhalsgewindes ein. — [285, 310, 501, 322]
bullet-item: • Do not microwave and do not freeze. — [62, 305, 271, 311]
section-bullets — [758, 631, 955, 708]
autoseal-drop-icon — [1406, 110, 1426, 133]
bullet-item: • Na posição bloqueada, o botão AUTOSEAL™ não pode ser premido. Este bloqueio evita pressões acidentais durante o transporte do copo cheio. Prima o ícone do cadeado na tampa expondo a faixa vermelha; para desbloquear, prima o lado do cadeado mais próximo do bocal. (3) — [1814, 719, 2021, 746]
warning-badge — [1147, 546, 1191, 558]
bullet-item: • Veká možno umývať v hornom koši umývačky. Pred čistením odklopte vnútro veka a pred použitím ho zatvorte. (4) — [2080, 573, 2284, 586]
